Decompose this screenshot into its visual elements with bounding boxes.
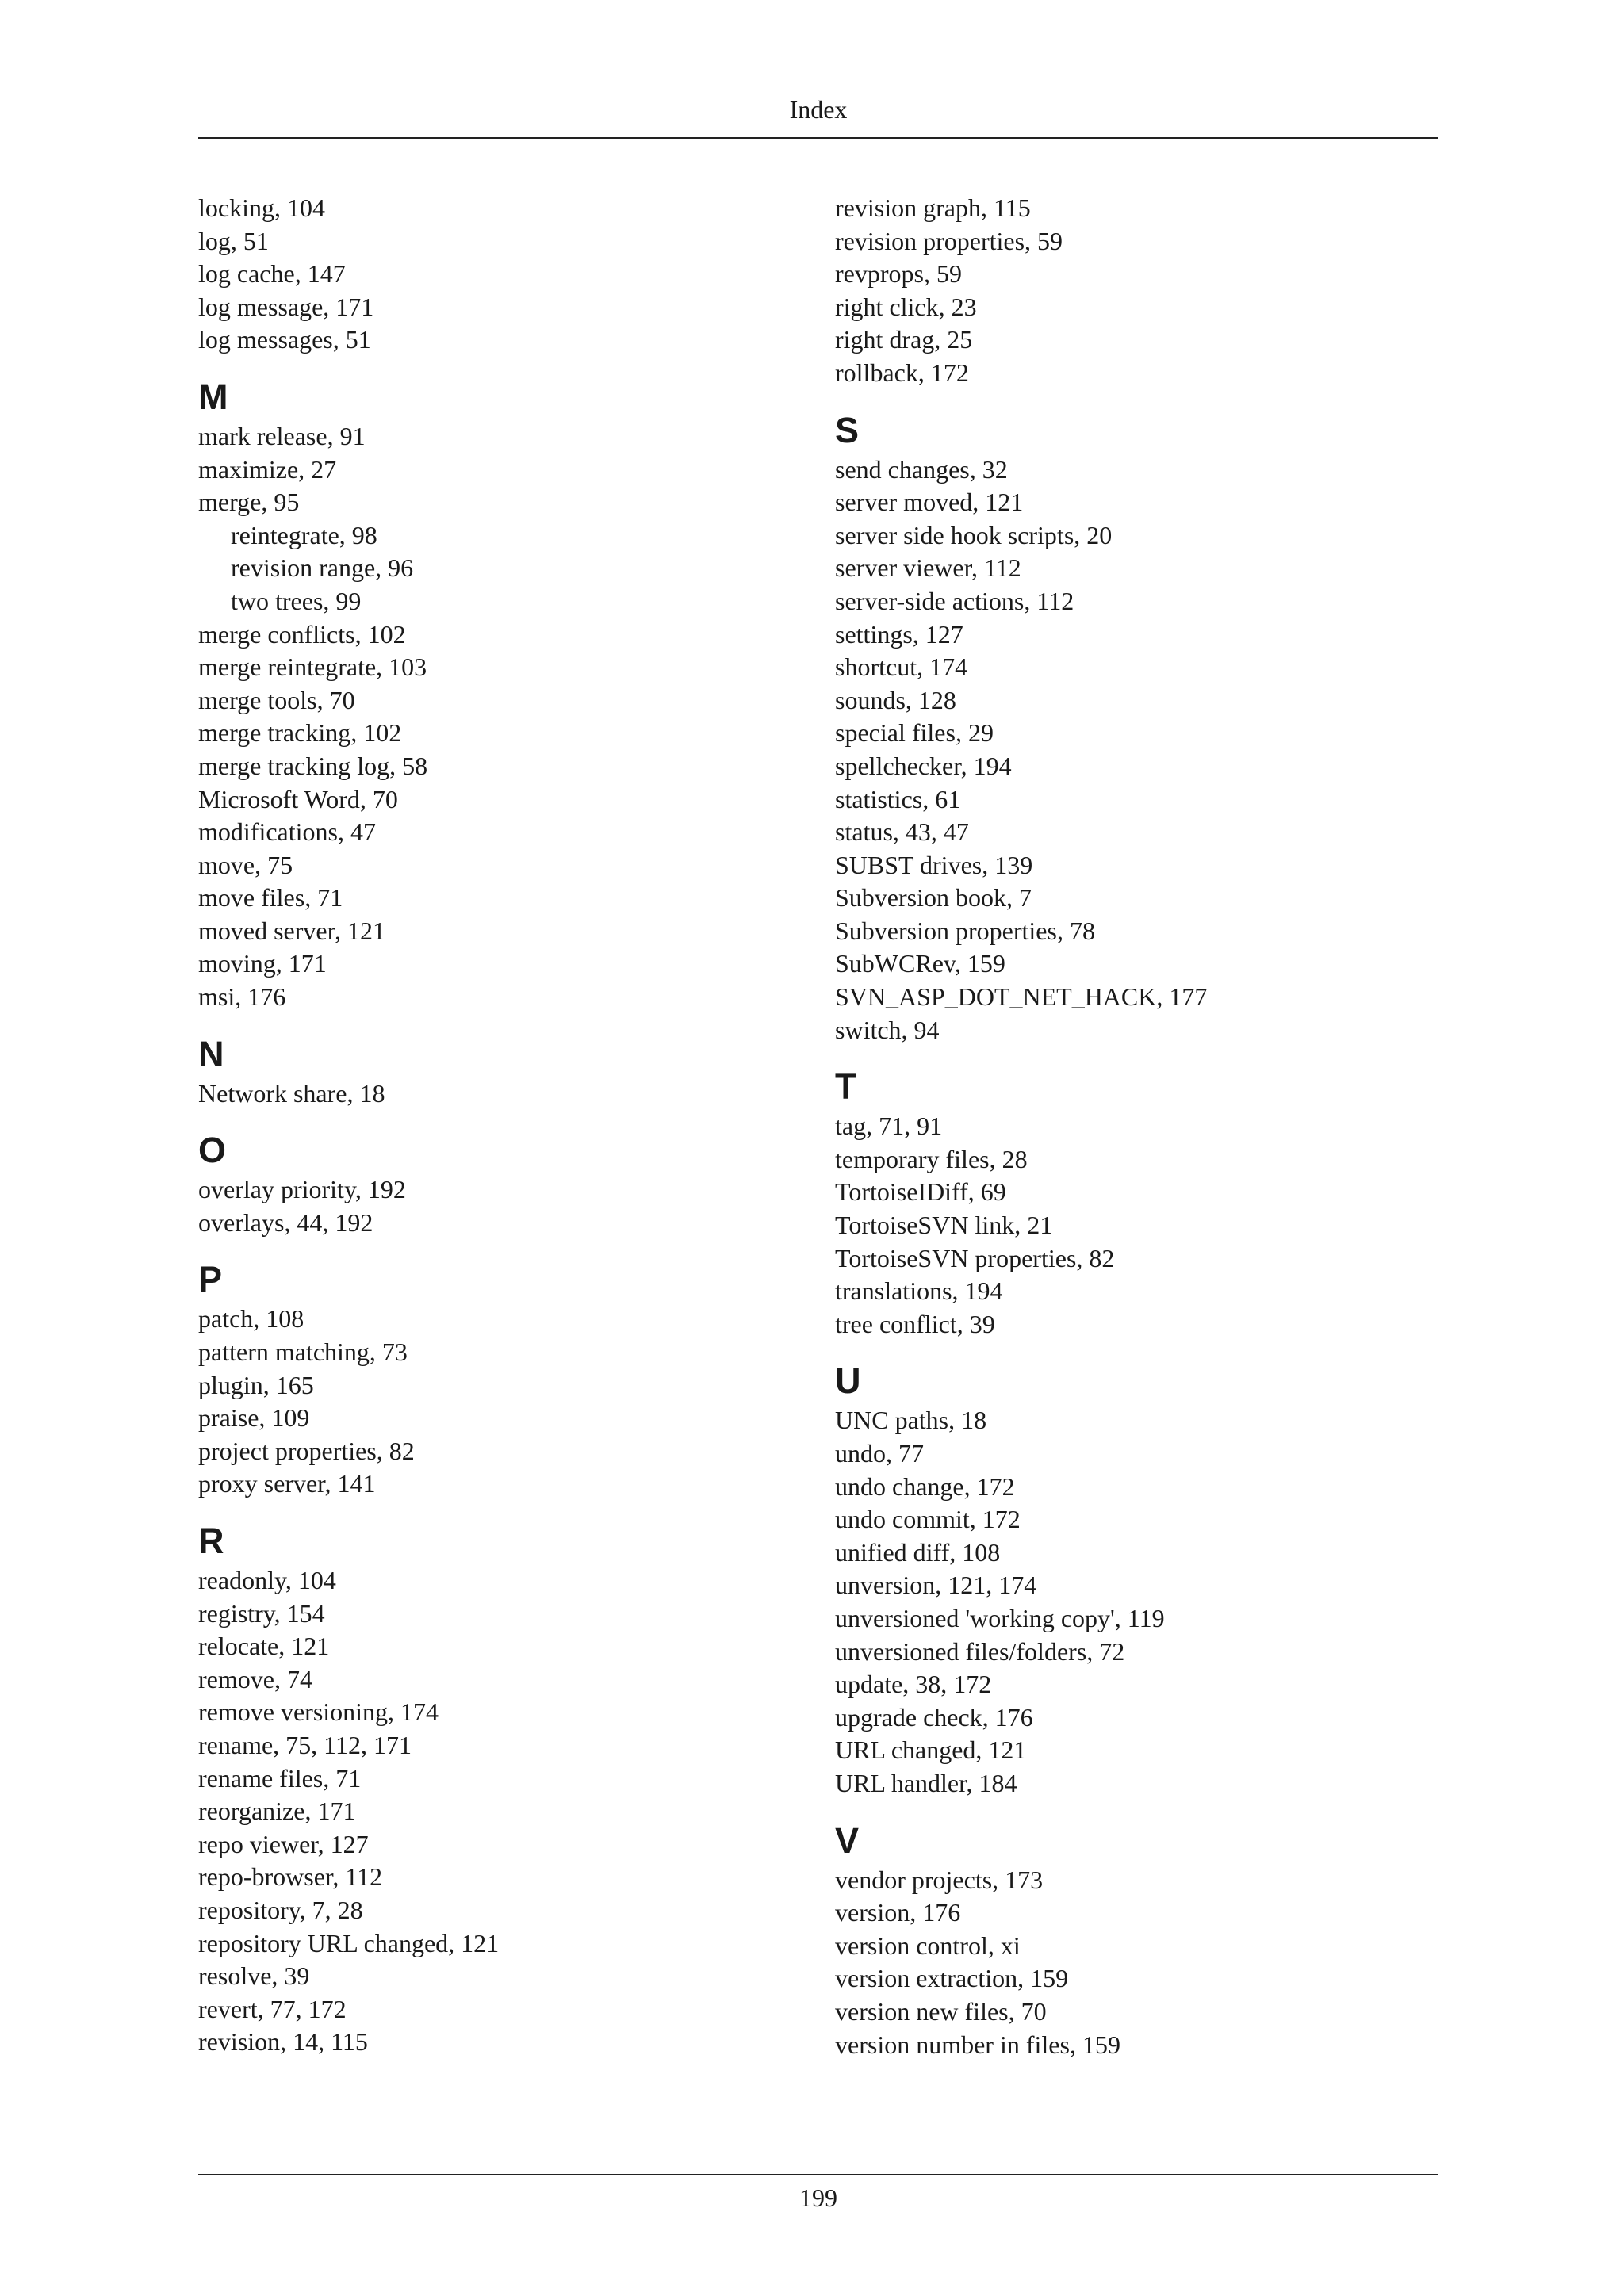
index-entry: rename, 75, 112, 171 xyxy=(198,1730,412,1759)
index-entry: rename files, 71 xyxy=(198,1763,362,1793)
index-subentry: two trees, 99 xyxy=(231,586,362,615)
index-letter-heading: S xyxy=(835,409,860,450)
index-entry: maximize, 27 xyxy=(198,454,337,484)
index-entry: URL changed, 121 xyxy=(835,1735,1027,1765)
index-entry: merge reintegrate, 103 xyxy=(198,652,427,682)
index-entry: plugin, 165 xyxy=(198,1370,314,1399)
index-entry: SVN_ASP_DOT_NET_HACK, 177 xyxy=(835,982,1208,1012)
index-entry: unversion, 121, 174 xyxy=(835,1571,1037,1600)
index-entry: project properties, 82 xyxy=(198,1436,415,1465)
index-entry: log cache, 147 xyxy=(198,259,346,289)
index-entry: tag, 71, 91 xyxy=(835,1112,943,1141)
index-entry: spellchecker, 194 xyxy=(835,751,1012,780)
index-column-right xyxy=(835,192,1438,2061)
index-entry: reorganize, 171 xyxy=(198,1797,356,1826)
index-entry: server moved, 121 xyxy=(835,488,1024,517)
index-entry: remove versioning, 174 xyxy=(198,1697,439,1727)
index-entry: merge tools, 70 xyxy=(198,685,355,714)
index-entry: send changes, 32 xyxy=(835,454,1008,484)
index-entry: revision properties, 59 xyxy=(835,226,1063,255)
index-entry: unversioned 'working copy', 119 xyxy=(835,1603,1165,1632)
index-entry: SubWCRev, 159 xyxy=(835,949,1005,978)
index-entry: tree conflict, 39 xyxy=(835,1309,995,1338)
index-subentry: reintegrate, 98 xyxy=(231,520,377,549)
index-entry: revision graph, 115 xyxy=(835,193,1031,222)
index-letter-heading: R xyxy=(198,1521,224,1561)
index-entry: msi, 176 xyxy=(198,982,286,1012)
index-entry: Subversion book, 7 xyxy=(835,883,1032,913)
index-entry: UNC paths, 18 xyxy=(835,1406,987,1435)
index-entry: registry, 154 xyxy=(198,1598,325,1628)
index-entry: resolve, 39 xyxy=(198,1961,310,1991)
index-entry: move files, 71 xyxy=(198,883,343,913)
index-entry: Network share, 18 xyxy=(198,1078,385,1108)
index-entry: undo commit, 172 xyxy=(835,1505,1021,1534)
index-entry: locking, 104 xyxy=(198,193,325,222)
index-entry: upgrade check, 176 xyxy=(835,1702,1033,1732)
index-entry: special files, 29 xyxy=(835,718,994,748)
index-entry: Microsoft Word, 70 xyxy=(198,784,398,813)
index-entry: status, 43, 47 xyxy=(835,817,969,847)
index-entry: version, 176 xyxy=(835,1898,961,1927)
index-entry: merge, 95 xyxy=(198,488,300,517)
index-entry: readonly, 104 xyxy=(198,1566,336,1594)
index-subentry: revision range, 96 xyxy=(231,553,414,583)
index-entry: unified diff, 108 xyxy=(835,1537,1001,1567)
index-entry: server side hook scripts, 20 xyxy=(835,520,1113,549)
index-entry: right drag, 25 xyxy=(835,325,973,354)
index-letter-heading: V xyxy=(835,1820,860,1861)
index-letter-heading: P xyxy=(198,1259,223,1300)
footer-rule xyxy=(198,2174,1438,2175)
index-entry: TortoiseSVN properties, 82 xyxy=(835,1243,1115,1272)
index-entry: pattern matching, 73 xyxy=(198,1337,408,1367)
index-entry: translations, 194 xyxy=(835,1276,1003,1306)
index-entry: right click, 23 xyxy=(835,292,977,321)
index-entry: URL handler, 184 xyxy=(835,1768,1017,1797)
index-entry: log messages, 51 xyxy=(198,325,371,354)
index-entry: revision, 14, 115 xyxy=(198,2027,368,2057)
index-entry: temporary files, 28 xyxy=(835,1144,1028,1173)
index-entry: revert, 77, 172 xyxy=(198,1994,347,2023)
index-entry: proxy server, 141 xyxy=(198,1469,376,1498)
index-entry: version control, xi xyxy=(835,1931,1021,1960)
index-entry: merge tracking, 102 xyxy=(198,718,402,748)
index-entry: patch, 108 xyxy=(198,1304,304,1334)
index-entry: SUBST drives, 139 xyxy=(835,850,1033,879)
index-entry: TortoiseSVN link, 21 xyxy=(835,1211,1053,1240)
index-entry: relocate, 121 xyxy=(198,1632,330,1661)
index-entry: undo change, 172 xyxy=(835,1471,1015,1501)
index-entry: remove, 74 xyxy=(198,1664,312,1693)
index-entry: version extraction, 159 xyxy=(835,1964,1069,1993)
index-entry: moving, 171 xyxy=(198,949,327,978)
index-entry: repository URL changed, 121 xyxy=(198,1928,500,1957)
index-entry: mark release, 91 xyxy=(198,421,366,450)
index-letter-heading: N xyxy=(198,1033,224,1074)
index-entry: move, 75 xyxy=(198,850,293,879)
index-entry: merge tracking log, 58 xyxy=(198,751,428,780)
page-header-title: Index xyxy=(789,95,848,124)
index-entry: server viewer, 112 xyxy=(835,553,1021,583)
page-number: 199 xyxy=(799,2183,837,2212)
index-letter-heading: M xyxy=(198,376,228,417)
index-entry: overlay priority, 192 xyxy=(198,1175,406,1204)
index-entry: settings, 127 xyxy=(835,619,963,649)
index-letter-heading: U xyxy=(835,1360,861,1402)
index-entry: statistics, 61 xyxy=(835,784,961,813)
index-entry: log message, 171 xyxy=(198,292,374,321)
index-entry: overlays, 44, 192 xyxy=(198,1207,373,1237)
index-entry: version number in files, 159 xyxy=(835,2030,1120,2059)
index-entry: shortcut, 174 xyxy=(835,652,968,682)
index-letter-heading: O xyxy=(198,1130,227,1171)
index-entry: undo, 77 xyxy=(835,1439,924,1468)
index-entry: revprops, 59 xyxy=(835,259,962,289)
index-entry: server-side actions, 112 xyxy=(835,586,1074,615)
index-entry: version new files, 70 xyxy=(835,1996,1047,2026)
header-rule xyxy=(198,137,1438,139)
index-entry: repository, 7, 28 xyxy=(198,1895,363,1924)
index-entry: modifications, 47 xyxy=(198,817,376,847)
index-entry: log, 51 xyxy=(198,226,269,255)
index-column-left xyxy=(198,192,801,2059)
index-entry: repo-browser, 112 xyxy=(198,1862,383,1892)
index-entry: rollback, 172 xyxy=(835,358,969,387)
index-entry: repo viewer, 127 xyxy=(198,1829,369,1858)
index-entry: praise, 109 xyxy=(198,1403,310,1433)
index-entry: merge conflicts, 102 xyxy=(198,619,406,649)
index-entry: Subversion properties, 78 xyxy=(835,916,1095,945)
index-entry: switch, 94 xyxy=(835,1015,940,1044)
index-entry: unversioned files/folders, 72 xyxy=(835,1636,1125,1666)
index-entry: vendor projects, 173 xyxy=(835,1865,1044,1894)
index-entry: TortoiseIDiff, 69 xyxy=(835,1177,1006,1207)
index-entry: sounds, 128 xyxy=(835,685,956,714)
index-entry: moved server, 121 xyxy=(198,916,385,945)
index-letter-heading: T xyxy=(835,1066,857,1108)
index-entry: update, 38, 172 xyxy=(835,1670,992,1699)
